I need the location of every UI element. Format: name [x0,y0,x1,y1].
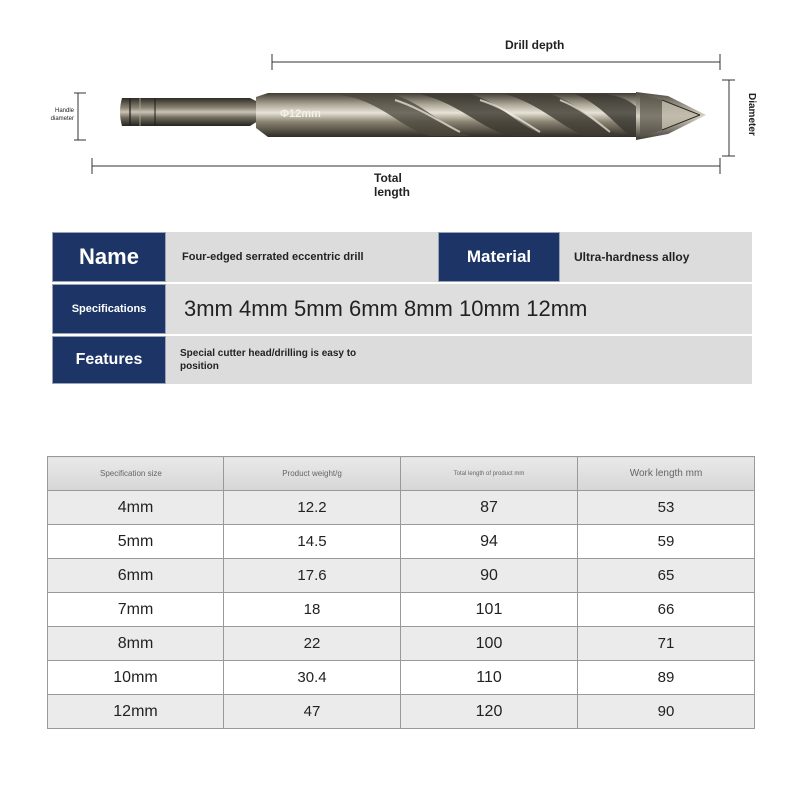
cell-weight: 22 [224,627,401,661]
cell-size: 10mm [48,661,224,695]
features-value: Special cutter head/drilling is easy to position [166,336,752,384]
table-row [48,491,755,525]
cell-weight: 12.2 [224,491,401,525]
cell-total-length: 100 [401,627,578,661]
cell-total-length: 87 [401,491,578,525]
engraving-text: Φ12mm [280,108,321,120]
table-header-row [48,457,755,491]
product-info-table [52,232,752,384]
table-row [48,593,755,627]
hex-shank [120,98,258,126]
cell-total-length: 94 [401,525,578,559]
cell-work-length: 59 [578,525,755,559]
cell-total-length: 101 [401,593,578,627]
table-row [48,695,755,729]
cell-total-length: 90 [401,559,578,593]
specification-table [47,456,755,729]
cell-size: 7mm [48,593,224,627]
cell-weight: 18 [224,593,401,627]
drill-diagram [0,0,800,215]
cell-work-length: 66 [578,593,755,627]
total-length-label: Total length [374,171,410,199]
cell-work-length: 90 [578,695,755,729]
table-row [48,627,755,661]
cell-size: 8mm [48,627,224,661]
header-total-length: Total length of product mm [401,457,578,491]
specifications-label: Specifications [52,284,166,334]
cell-work-length: 65 [578,559,755,593]
header-specification-size: Specification size [48,457,224,491]
cell-work-length: 71 [578,627,755,661]
cell-total-length: 110 [401,661,578,695]
specifications-value: 3mm 4mm 5mm 6mm 8mm 10mm 12mm [166,284,752,334]
cell-total-length: 120 [401,695,578,729]
cell-weight: 14.5 [224,525,401,559]
cell-size: 12mm [48,695,224,729]
drill-depth-label: Drill depth [505,38,565,52]
diameter-label: Diameter [746,93,757,136]
name-value: Four-edged serrated eccentric drill [166,232,438,282]
header-work-length: Work length mm [578,457,755,491]
handle-diameter-label: Handle diameter [50,108,74,122]
table-row [48,559,755,593]
table-row [48,661,755,695]
cell-weight: 17.6 [224,559,401,593]
name-label: Name [52,232,166,282]
material-label: Material [438,232,560,282]
cell-work-length: 89 [578,661,755,695]
cell-work-length: 53 [578,491,755,525]
features-label: Features [52,336,166,384]
cell-size: 6mm [48,559,224,593]
cell-size: 4mm [48,491,224,525]
header-product-weight: Product weight/g [224,457,401,491]
table-row [48,525,755,559]
cell-weight: 47 [224,695,401,729]
cell-size: 5mm [48,525,224,559]
material-value: Ultra-hardness alloy [560,232,752,282]
cutter-head [636,92,706,140]
cell-weight: 30.4 [224,661,401,695]
